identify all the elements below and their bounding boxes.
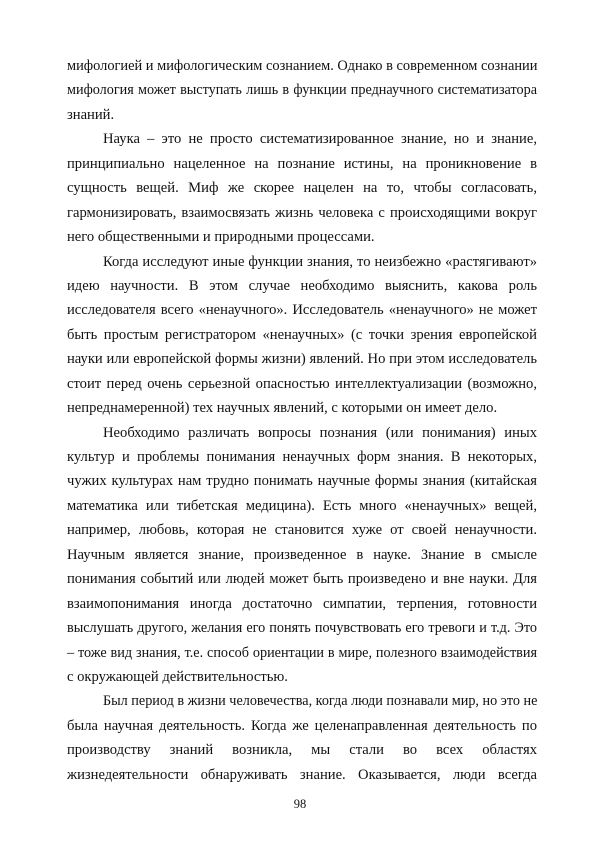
text-line: была научная деятельность. Когда же целенаправленная деятельность по <box>67 717 537 734</box>
text-line: сущность вещей. Миф же скорее нацелен на то, чтобы согласовать, <box>67 180 537 197</box>
text-line: мифологией и мифологическим сознанием. Однако в современном сознании <box>67 58 538 74</box>
text-line: Когда исследуют иные функции знания, то неизбежно «растягивают» <box>103 253 537 270</box>
text-line: понимания событий или людей может быть произведено и вне науки. Для <box>67 571 537 588</box>
text-line: чужих культурах нам трудно понимать научные формы знания (китайская <box>67 473 537 490</box>
text-line: науки или европейской формы жизни) явлений. Но при этом исследователь <box>67 351 537 368</box>
text-line: Был период в жизни человечества, когда люди познавали мир, но это не <box>103 693 538 710</box>
text-line: математика или тибетская медицина). Есть много «ненаучных» вещей, <box>67 497 537 514</box>
text-line: культур и проблемы понимания ненаучных форм знания. В некоторых, <box>67 449 537 465</box>
text-line: жизнедеятельности обнаруживать знание. Оказывается, люди всегда <box>67 766 537 783</box>
text-line: с окружающей действительностью. <box>67 668 288 685</box>
page-number: 98 <box>293 797 307 811</box>
text-line: Необходимо различать вопросы познания (или понимания) иных <box>103 424 537 441</box>
text-line: исследователя всего «ненаучного». Исследователь «ненаучного» не может <box>67 302 537 319</box>
text-line: стоит перед очень серьезной опасностью интеллектуализации (возможно, <box>67 375 537 392</box>
text-line: идею научности. В этом случае необходимо выяснить, какова роль <box>67 277 537 294</box>
text-line: – тоже вид знания, т.е. способ ориентации в мире, полезного взаимодействия <box>67 644 537 661</box>
text-line: Наука – это не просто систематизированное знание, но и знание, <box>103 131 537 148</box>
text-line: производству знаний возникла, мы стали во всех областях <box>67 742 537 759</box>
text-line: знаний. <box>67 106 115 123</box>
body-text <box>67 54 537 787</box>
text-line: непреднамеренной) тех научных явлений, с которыми он имеет дело. <box>67 400 498 417</box>
text-line: взаимопонимания иногда достаточно симпатии, терпения, готовности <box>67 595 537 612</box>
text-line: быть простым регистратором «ненаучных» (с точки зрения европейской <box>67 326 537 343</box>
text-line: принципиально нацеленное на познание истины, на проникновение в <box>67 155 537 172</box>
text-line: выслушать другого, желания его понять почувствовать его тревоги и т.д. Это <box>67 620 537 637</box>
text-line: Научным является знание, произведенное в науке. Знание в смысле <box>67 546 537 563</box>
text-line: гармонизировать, взаимосвязать жизнь человека с происходящими вокруг <box>67 204 537 221</box>
text-line: мифология может выступать лишь в функции преднаучного систематизатора <box>67 82 537 99</box>
text-line: например, любовь, которая не становится хуже от своей ненаучности. <box>67 522 537 539</box>
text-line: него общественными и природными процессами. <box>67 229 375 246</box>
